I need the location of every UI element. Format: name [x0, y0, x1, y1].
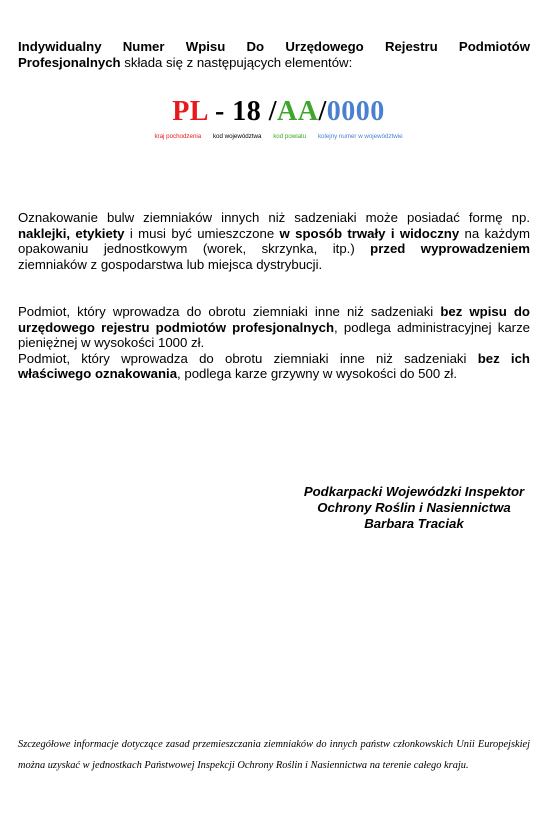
registry-number-legend	[0, 133, 557, 140]
code-slash: /	[318, 96, 327, 127]
signature-name: Barbara Traciak	[364, 516, 464, 531]
labelling-paragraph	[18, 210, 530, 272]
code-district: AA	[277, 96, 319, 127]
registry-number-format	[0, 96, 557, 128]
footnote: Szczegółowe informacje dotyczące zasad przemieszczania ziemniaków do innych państw członkowskich Unii Europejskiej można uzyskać w jednostkach Państwowej Inspekcji Ochrony Roślin i Nasiennictwa na terenie całego kraju.	[18, 739, 530, 771]
signature-line-1: Podkarpacki Wojewódzki Inspektor	[303, 484, 525, 499]
bold-run: przed wyprowadzeniem	[370, 241, 530, 257]
text-run: Podmiot, który wprowadza do obrotu ziemniaki inne niż sadzeniaki	[18, 350, 478, 366]
legend-label-district: kod powiatu	[273, 133, 307, 140]
legend-label-country: kraj pochodzenia	[154, 133, 202, 140]
signature-block	[286, 484, 542, 532]
code-slash: /	[261, 96, 278, 127]
text-run: i musi być umieszczone	[124, 225, 280, 241]
intro-paragraph	[18, 39, 530, 70]
bold-run: bez ich właściwego oznakowania	[18, 350, 530, 382]
intro-bold-text: Indywidualny Numer Wpisu Do Urzędowego Rejestru Podmiotów Profesjonalnych	[18, 39, 530, 70]
penalty-paragraph	[18, 304, 530, 382]
bold-run: w sposób trwały i widoczny	[279, 225, 460, 241]
legend-label-sequence: kolejny numer w województwie	[317, 133, 403, 140]
code-separator: -	[207, 96, 233, 127]
bold-run: bez wpisu do urzędowego rejestru podmiotów profesjonalnych	[18, 304, 530, 335]
code-country: PL	[172, 96, 208, 127]
code-sequence-number: 0000	[326, 96, 385, 127]
text-run: ziemniaków z gospodarstwa lub miejsca dystrybucji.	[18, 256, 323, 272]
legend-label-voivodeship: kod województwa	[212, 133, 262, 140]
text-run: , podlega karze grzywny w wysokości do 500 zł.	[177, 366, 458, 382]
code-voivodeship: 18	[232, 96, 262, 127]
text-run: Oznakowanie bulw ziemniaków innych niż sadzeniaki może posiadać formę np.	[18, 210, 530, 225]
signature-line-2: Ochrony Roślin i Nasiennictwa	[317, 500, 511, 515]
text-run: na każdym opakowaniu jednostkowym (worek, skrzynka, itp.)	[18, 225, 530, 257]
intro-rest-text: składa się z następujących elementów:	[120, 54, 353, 70]
text-run: , podlega administracyjnej karze pieniężnej w wysokości 1000 zł.	[18, 319, 530, 351]
bold-run: naklejki, etykiety	[18, 225, 125, 241]
text-run: Podmiot, który wprowadza do obrotu ziemniaki inne niż sadzeniaki	[18, 304, 441, 319]
